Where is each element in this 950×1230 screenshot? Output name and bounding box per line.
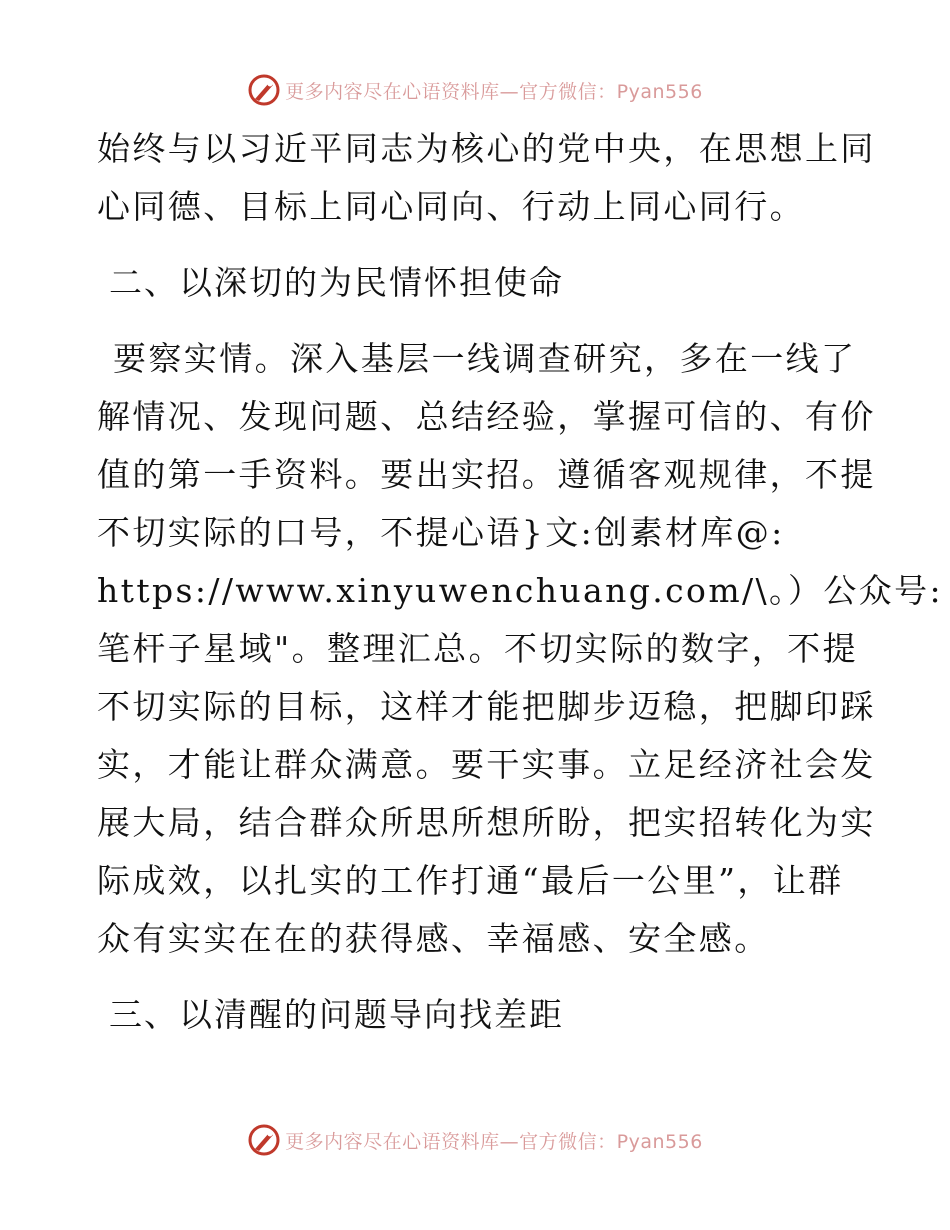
text-line: 际成效，以扎实的工作打通“最后一公里”，让群 bbox=[97, 861, 844, 900]
text-line: 始终与以习近平同志为核心的党中央，在思想上同 bbox=[97, 129, 876, 168]
document-body bbox=[97, 120, 944, 1044]
section-heading: 二、以深切的为民情怀担使命 bbox=[109, 263, 564, 302]
text-line: 笔杆子星域"。整理汇总。不切实际的数字，不提 bbox=[97, 629, 858, 668]
section-heading: 三、以清醒的问题导向找差距 bbox=[109, 995, 564, 1034]
text-line: 展大局，结合群众所思所想所盼，把实招转化为实 bbox=[97, 803, 876, 842]
text-line: 不切实际的目标，这样才能把脚步迈稳，把脚印踩 bbox=[97, 687, 876, 726]
pen-quill-logo-icon bbox=[247, 1123, 281, 1157]
footer-watermark bbox=[0, 1120, 950, 1160]
text-line: 值的第一手资料。要出实招。遵循客观规律，不提 bbox=[97, 455, 876, 494]
text-line: 实，才能让群众满意。要干实事。立足经济社会发 bbox=[97, 745, 876, 784]
watermark-text: 更多内容尽在心语资料库—官方微信：Pyan556 bbox=[285, 1130, 703, 1153]
text-line: https://www.xinyuwenchuang.com/\。）公众号: bbox=[97, 571, 944, 610]
pen-quill-logo-icon bbox=[247, 73, 281, 107]
watermark-text: 更多内容尽在心语资料库—官方微信：Pyan556 bbox=[285, 80, 703, 103]
text-line: 解情况、发现问题、总结经验，掌握可信的、有价 bbox=[97, 397, 876, 436]
text-line: 不切实际的口号，不提心语}文:创素材库@: bbox=[97, 513, 785, 552]
text-line: 心同德、目标上同心同向、行动上同心同行。 bbox=[97, 187, 805, 226]
text-line: 众有实实在在的获得感、幸福感、安全感。 bbox=[97, 919, 770, 958]
text-line: 要察实情。深入基层一线调查研究，多在一线了 bbox=[113, 339, 857, 378]
header-watermark bbox=[0, 70, 950, 110]
